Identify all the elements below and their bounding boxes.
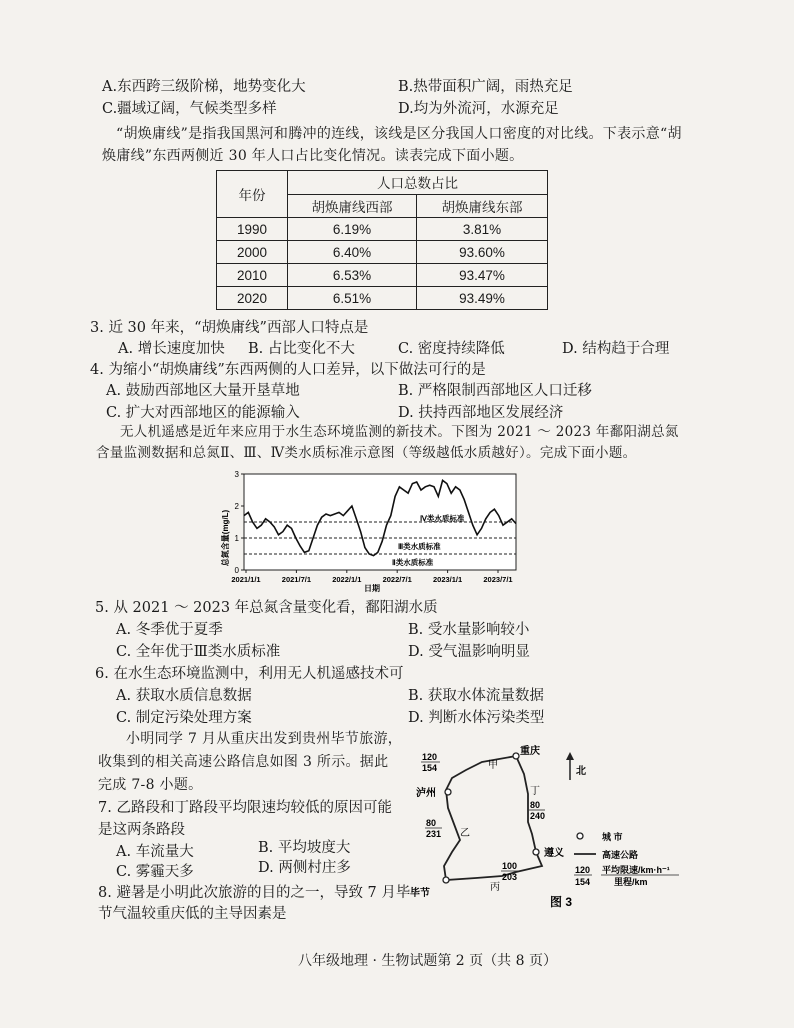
yi-dist: 231	[426, 829, 442, 839]
figure-caption: 图 3	[550, 895, 573, 909]
x-tick-label: 2022/1/1	[332, 575, 362, 584]
q5-option-d: D. 受气温影响明显	[408, 644, 530, 660]
hu-intro-line1: “胡焕庸线”是指我国黑河和腾冲的连线，该线是区分我国人口密度的对比线。下表示意“胡	[116, 126, 682, 142]
standard-label: Ⅱ类水质标准	[392, 558, 434, 567]
table-row	[217, 287, 548, 310]
q6-option-c: C. 制定污染处理方案	[116, 710, 252, 726]
table-cell-east: 3.81%	[417, 218, 548, 241]
standard-label: Ⅲ类水质标准	[398, 542, 441, 551]
q8-stem-line1: 8. 避暑是小明此次旅游的目的之一，导致 7 月毕	[98, 885, 411, 901]
bing-speed: 100	[502, 861, 518, 871]
x-tick-label: 2021/7/1	[281, 575, 312, 584]
table-row	[217, 264, 548, 287]
jia-speed: 120	[422, 752, 438, 762]
city-bijie: 毕节	[410, 888, 430, 899]
bing-dist: 203	[502, 872, 518, 882]
standard-label: Ⅳ类水质标准	[420, 514, 465, 523]
legend-city: 城 市	[602, 832, 623, 842]
city-luzhou: 泸州	[416, 788, 436, 799]
population-table	[216, 170, 548, 310]
city-zunyi-dot	[533, 849, 539, 855]
q3-option-c: C. 密度持续降低	[398, 341, 505, 357]
legend-road: 高速公路	[602, 850, 639, 860]
q6-stem: 6. 在水生态环境监测中，利用无人机遥感技术可	[95, 666, 404, 682]
q2-option-a: A.东西跨三级阶梯，地势变化大	[102, 79, 306, 95]
q3-option-b: B. 占比变化不大	[248, 341, 355, 357]
q7-option-d: D. 两侧村庄多	[258, 860, 351, 876]
chart-ylabel: 总氮含量(mg/L)	[221, 509, 230, 567]
q7-stem-line1: 7. 乙路段和丁路段平均限速均较低的原因可能	[98, 800, 392, 816]
lake-intro-line2: 含量监测数据和总氮Ⅱ、Ⅲ、Ⅳ类水质标准示意图（等级越低水质越好）。完成下面小题。	[96, 445, 637, 461]
q4-option-b: B. 严格限制西部地区人口迁移	[398, 383, 592, 399]
q3-stem: 3. 近 30 年来，“胡焕庸线”西部人口特点是	[90, 320, 369, 336]
ding-dist: 240	[530, 811, 546, 821]
table-cell-west: 6.53%	[288, 264, 417, 287]
city-luzhou-dot	[445, 789, 451, 795]
q3-option-d: D. 结构趋于合理	[562, 341, 670, 357]
y-tick-label: 0	[234, 566, 239, 575]
q5-option-b: B. 受水量影响较小	[408, 622, 530, 638]
segment-ding: 丁	[530, 786, 540, 797]
highway-loop	[444, 756, 542, 880]
y-tick-label: 3	[234, 470, 239, 479]
city-chongqing-dot	[513, 753, 519, 759]
table-cell-year: 2000	[217, 241, 288, 264]
segment-jia: 甲	[488, 760, 498, 771]
q5-option-c: C. 全年优于Ⅲ类水质标准	[116, 644, 281, 660]
trip-intro-line1: 小明同学 7 月从重庆出发到贵州毕节旅游，	[126, 731, 403, 747]
table-cell-year: 2020	[217, 287, 288, 310]
legend-dist-label: 里程/km	[614, 877, 648, 887]
q6-option-d: D. 判断水体污染类型	[408, 710, 545, 726]
trip-intro-line2: 收集到的相关高速公路信息如图 3 所示。据此	[98, 754, 389, 770]
q7-option-c: C. 雾霾天多	[116, 864, 194, 880]
q2-option-c: C.疆域辽阔，气候类型多样	[102, 101, 277, 117]
q2-option-d: D.均为外流河，水源充足	[398, 101, 559, 117]
q6-option-b: B. 获取水体流量数据	[408, 688, 544, 704]
ding-speed: 80	[530, 800, 541, 810]
q4-stem: 4. 为缩小“胡焕庸线”东西两侧的人口差异，以下做法可行的是	[90, 362, 486, 378]
q8-stem-line2: 节气温较重庆低的主导因素是	[98, 906, 287, 922]
segment-yi: 乙	[460, 828, 470, 839]
table-west-header: 胡焕庸线西部	[288, 194, 417, 218]
table-cell-west: 6.51%	[288, 287, 417, 310]
x-tick-label: 2021/1/1	[231, 575, 261, 584]
table-year-header: 年份	[217, 171, 288, 218]
table-row	[217, 218, 548, 241]
q4-option-c: C. 扩大对西部地区的能源输入	[106, 405, 300, 421]
table-cell-east: 93.49%	[417, 287, 548, 310]
x-tick-label: 2023/7/1	[483, 575, 513, 584]
q7-stem-line2: 是这两条路段	[98, 822, 185, 838]
legend-dist-sample: 154	[575, 877, 591, 887]
legend-city-icon	[577, 833, 583, 839]
page-footer: 八年级地理 · 生物试题第 2 页（共 8 页）	[298, 953, 557, 969]
table-cell-west: 6.40%	[288, 241, 417, 264]
city-bijie-dot	[443, 877, 449, 883]
route-map	[404, 734, 714, 914]
q4-option-d: D. 扶持西部地区发展经济	[398, 405, 564, 421]
y-tick-label: 2	[234, 502, 239, 511]
table-cell-east: 93.60%	[417, 241, 548, 264]
nitrogen-chart	[212, 466, 522, 594]
q4-option-a: A. 鼓励西部地区大量开垦草地	[106, 383, 300, 399]
segment-bing: 丙	[490, 882, 500, 893]
y-tick-label: 1	[234, 534, 239, 543]
x-tick-label: 2023/1/1	[432, 575, 463, 584]
city-zunyi: 遵义	[544, 848, 564, 859]
table-cell-west: 6.19%	[288, 218, 417, 241]
yi-speed: 80	[426, 818, 437, 828]
x-tick-label: 2022/7/1	[382, 575, 412, 584]
jia-dist: 154	[422, 763, 438, 773]
table-cell-year: 2010	[217, 264, 288, 287]
legend-speed-label: 平均限速/km·h⁻¹	[602, 865, 670, 875]
trip-intro-line3: 完成 7-8 小题。	[98, 777, 203, 793]
q7-option-a: A. 车流量大	[116, 844, 194, 860]
chart-xlabel: 日期	[364, 584, 380, 593]
q2-option-b: B.热带面积广阔，雨热充足	[398, 79, 573, 95]
q5-stem: 5. 从 2021 ～ 2023 年总氮含量变化看，鄱阳湖水质	[95, 600, 438, 616]
q6-option-a: A. 获取水质信息数据	[116, 688, 252, 704]
q7-option-b: B. 平均坡度大	[258, 840, 351, 856]
city-chongqing: 重庆	[520, 746, 540, 757]
table-east-header: 胡焕庸线东部	[417, 194, 548, 218]
table-cell-year: 1990	[217, 218, 288, 241]
table-row	[217, 241, 548, 264]
table-cell-east: 93.47%	[417, 264, 548, 287]
lake-intro-line1: 无人机遥感是近年来应用于水生态环境监测的新技术。下图为 2021 ～ 2023 年鄱阳湖总氮	[120, 424, 679, 440]
north-label: 北	[576, 766, 586, 777]
hu-intro-line2: 焕庸线”东西两侧近 30 年人口占比变化情况。读表完成下面小题。	[102, 148, 524, 164]
q5-option-a: A. 冬季优于夏季	[116, 622, 223, 638]
q3-option-a: A. 增长速度加快	[118, 341, 225, 357]
legend-speed-sample: 120	[575, 865, 591, 875]
table-group-header: 人口总数占比	[288, 171, 548, 195]
